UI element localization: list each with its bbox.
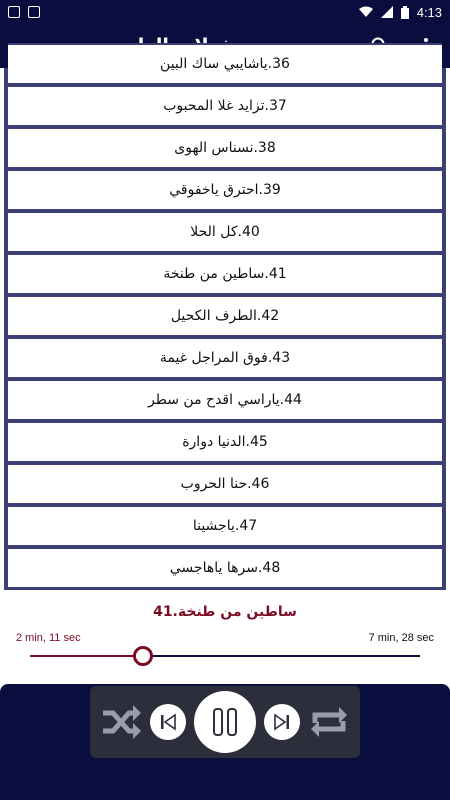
- next-icon: [273, 713, 291, 731]
- now-playing-title: 41.ساطين من طنخة: [153, 604, 297, 620]
- player: [0, 590, 450, 800]
- seek-thumb[interactable]: [133, 646, 153, 666]
- total-duration: 7 min, 28 sec: [368, 632, 434, 644]
- battery-icon: [401, 6, 409, 19]
- list-item-label: 43.فوق المراجل غيمة: [159, 350, 291, 366]
- playback-controls: [90, 686, 360, 758]
- list-item[interactable]: [8, 505, 442, 547]
- repeat-button[interactable]: [307, 700, 351, 744]
- pause-button[interactable]: [194, 691, 256, 753]
- list-item[interactable]: [8, 547, 442, 589]
- status-time: 4:13: [416, 4, 442, 20]
- list-item-label: 45.الدنيا دوارة: [182, 434, 268, 450]
- list-item[interactable]: [8, 169, 442, 211]
- list-item[interactable]: [8, 379, 442, 421]
- list-item[interactable]: [8, 127, 442, 169]
- list-item[interactable]: [8, 295, 442, 337]
- shuffle-icon: [101, 705, 141, 739]
- previous-button[interactable]: [148, 702, 188, 742]
- song-list[interactable]: [4, 56, 446, 590]
- list-item-label: 44.ياراسي اقدح من سطر: [148, 392, 302, 408]
- seek-slider[interactable]: [30, 645, 420, 667]
- list-item-label: 48.سرها ياهاجسي: [169, 560, 281, 576]
- list-item[interactable]: [8, 463, 442, 505]
- list-item-label: 41.ساطين من طنخة: [163, 266, 287, 282]
- list-item-label: 39.احترق ياخفوقي: [169, 182, 281, 198]
- notification-icon: [8, 6, 20, 18]
- list-item[interactable]: [8, 211, 442, 253]
- status-bar: [0, 0, 450, 24]
- wifi-icon: [359, 6, 373, 18]
- elapsed-time: 2 min, 11 sec: [16, 632, 81, 644]
- previous-icon: [159, 713, 177, 731]
- next-button[interactable]: [262, 702, 302, 742]
- list-item[interactable]: [8, 85, 442, 127]
- list-item-label: 38.نسناس الهوى: [174, 140, 276, 156]
- list-item-label: 40.كل الحلا: [190, 224, 260, 240]
- seek-track-fill: [30, 655, 143, 657]
- list-item-label: 47.ياجشينا: [192, 518, 258, 534]
- image-icon: [28, 6, 40, 18]
- list-item[interactable]: [8, 421, 442, 463]
- list-item-label: 36.ياشايبي ساك البين: [160, 56, 290, 72]
- pause-icon: [212, 707, 238, 737]
- list-item-label: 37.تزايد غلا المحبوب: [163, 98, 287, 114]
- list-item-label: 46.حنا الحروب: [180, 476, 270, 492]
- signal-icon: [381, 6, 393, 18]
- list-item[interactable]: [8, 337, 442, 379]
- list-item[interactable]: [8, 43, 442, 85]
- list-item-label: 42.الطرف الكحيل: [170, 308, 280, 324]
- repeat-icon: [309, 705, 349, 739]
- list-item[interactable]: [8, 253, 442, 295]
- shuffle-button[interactable]: [99, 700, 143, 744]
